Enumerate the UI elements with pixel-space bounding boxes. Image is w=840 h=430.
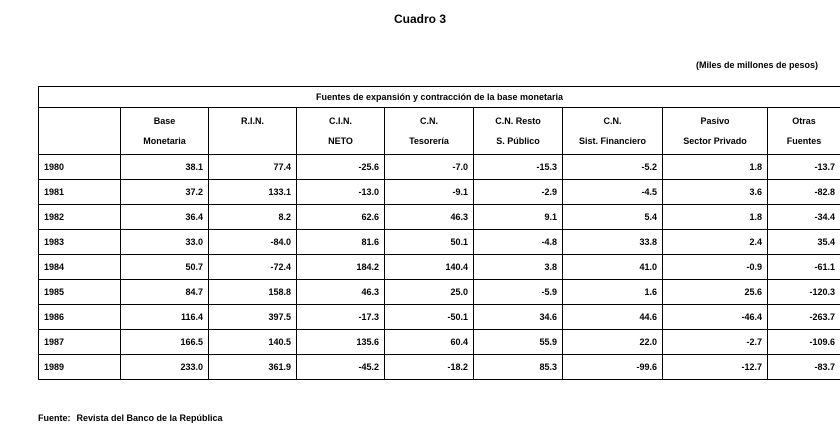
value-cell: 46.3	[297, 280, 385, 305]
column-header-line: Otras	[792, 116, 816, 126]
value-cell: -109.6	[768, 330, 840, 355]
value-cell: 140.4	[385, 255, 474, 280]
column-header-line	[214, 131, 291, 151]
value-cell: 9.1	[474, 205, 563, 230]
column-header-line: Base	[153, 116, 176, 126]
value-cell: -61.1	[768, 255, 840, 280]
year-cell: 1983	[39, 230, 121, 255]
value-cell: -120.3	[768, 280, 840, 305]
value-cell: 8.2	[209, 205, 297, 230]
value-cell: 397.5	[209, 305, 297, 330]
value-cell: 361.9	[209, 355, 297, 380]
column-header-line: Tesorería	[409, 136, 449, 146]
column-header-line: S. Público	[496, 136, 540, 146]
value-cell: 36.4	[121, 205, 209, 230]
value-cell: 116.4	[121, 305, 209, 330]
year-cell: 1982	[39, 205, 121, 230]
table-row	[39, 155, 840, 180]
value-cell: 133.1	[209, 180, 297, 205]
table-row	[39, 355, 840, 380]
value-cell: -13.7	[768, 155, 840, 180]
value-cell: -99.6	[563, 355, 663, 380]
value-cell: -13.0	[297, 180, 385, 205]
column-header-line: Fuentes	[786, 136, 822, 146]
value-cell: 3.8	[474, 255, 563, 280]
value-cell: 81.6	[297, 230, 385, 255]
value-cell: 33.0	[121, 230, 209, 255]
year-cell: 1981	[39, 180, 121, 205]
table-row	[39, 205, 840, 230]
year-cell: 1989	[39, 355, 121, 380]
value-cell: 38.1	[121, 155, 209, 180]
column-header-line: Monetaria	[143, 136, 186, 146]
column-header-line: C.I.N.	[328, 116, 352, 126]
value-cell: -4.8	[474, 230, 563, 255]
column-header	[209, 108, 297, 155]
table-caption: Fuentes de expansión y contracción de la base monetaria	[39, 87, 840, 108]
value-cell: 166.5	[121, 330, 209, 355]
table-header-row	[39, 108, 840, 155]
value-cell: -2.7	[663, 330, 768, 355]
value-cell: -7.0	[385, 155, 474, 180]
column-header	[663, 108, 768, 155]
value-cell: 41.0	[563, 255, 663, 280]
value-cell: 1.8	[663, 155, 768, 180]
value-cell: 25.0	[385, 280, 474, 305]
column-header-line: Sector Privado	[683, 136, 747, 146]
value-cell: 22.0	[563, 330, 663, 355]
value-cell: -83.7	[768, 355, 840, 380]
table-row	[39, 180, 840, 205]
column-header	[39, 108, 121, 155]
value-cell: 85.3	[474, 355, 563, 380]
source-note	[38, 413, 223, 423]
value-cell: 50.1	[385, 230, 474, 255]
year-cell: 1986	[39, 305, 121, 330]
value-cell: 184.2	[297, 255, 385, 280]
value-cell: -15.3	[474, 155, 563, 180]
value-cell: 5.4	[563, 205, 663, 230]
table-row	[39, 330, 840, 355]
year-cell: 1984	[39, 255, 121, 280]
value-cell: 33.8	[563, 230, 663, 255]
table-caption-row	[39, 87, 840, 108]
source-text: Revista del Banco de la República	[76, 413, 223, 423]
value-cell: -82.8	[768, 180, 840, 205]
value-cell: 135.6	[297, 330, 385, 355]
table-row	[39, 255, 840, 280]
value-cell: -5.9	[474, 280, 563, 305]
value-cell: 44.6	[563, 305, 663, 330]
value-cell: -0.9	[663, 255, 768, 280]
value-cell: 25.6	[663, 280, 768, 305]
value-cell: -50.1	[385, 305, 474, 330]
value-cell: 84.7	[121, 280, 209, 305]
column-header	[768, 108, 840, 155]
column-header-line	[44, 111, 115, 131]
value-cell: 140.5	[209, 330, 297, 355]
column-header-line	[44, 131, 115, 151]
column-header-line: Sist. Financiero	[578, 136, 647, 146]
column-header-line: C.N.	[603, 116, 622, 126]
column-header-line: NETO	[328, 136, 353, 146]
value-cell: 233.0	[121, 355, 209, 380]
value-cell: 55.9	[474, 330, 563, 355]
column-header	[385, 108, 474, 155]
column-header	[121, 108, 209, 155]
column-header	[297, 108, 385, 155]
value-cell: -263.7	[768, 305, 840, 330]
value-cell: -34.4	[768, 205, 840, 230]
source-label: Fuente:	[38, 413, 71, 423]
value-cell: 60.4	[385, 330, 474, 355]
table-row	[39, 305, 840, 330]
value-cell: 77.4	[209, 155, 297, 180]
value-cell: -84.0	[209, 230, 297, 255]
value-cell: -12.7	[663, 355, 768, 380]
value-cell: 46.3	[385, 205, 474, 230]
value-cell: -45.2	[297, 355, 385, 380]
value-cell: -18.2	[385, 355, 474, 380]
units-note: (Miles de millones de pesos)	[695, 60, 818, 70]
value-cell: 1.6	[563, 280, 663, 305]
value-cell: -2.9	[474, 180, 563, 205]
value-cell: 158.8	[209, 280, 297, 305]
column-header-line: Pasivo	[700, 116, 730, 126]
value-cell: 35.4	[768, 230, 840, 255]
value-cell: -9.1	[385, 180, 474, 205]
year-cell: 1987	[39, 330, 121, 355]
value-cell: 3.6	[663, 180, 768, 205]
year-cell: 1985	[39, 280, 121, 305]
value-cell: 34.6	[474, 305, 563, 330]
year-cell: 1980	[39, 155, 121, 180]
value-cell: 37.2	[121, 180, 209, 205]
value-cell: 2.4	[663, 230, 768, 255]
column-header-line: R.I.N.	[240, 116, 264, 126]
column-header-line: C.N. Resto	[495, 116, 541, 126]
table-title: Cuadro 3	[393, 12, 446, 26]
value-cell: -17.3	[297, 305, 385, 330]
value-cell: 50.7	[121, 255, 209, 280]
value-cell: -72.4	[209, 255, 297, 280]
table-row	[39, 280, 840, 305]
column-header-line: C.N.	[420, 116, 438, 126]
value-cell: -5.2	[563, 155, 663, 180]
value-cell: 1.8	[663, 205, 768, 230]
column-header	[563, 108, 663, 155]
data-table	[38, 86, 840, 380]
value-cell: 62.6	[297, 205, 385, 230]
value-cell: -4.5	[563, 180, 663, 205]
value-cell: -46.4	[663, 305, 768, 330]
column-header	[474, 108, 563, 155]
value-cell: -25.6	[297, 155, 385, 180]
table-row	[39, 230, 840, 255]
